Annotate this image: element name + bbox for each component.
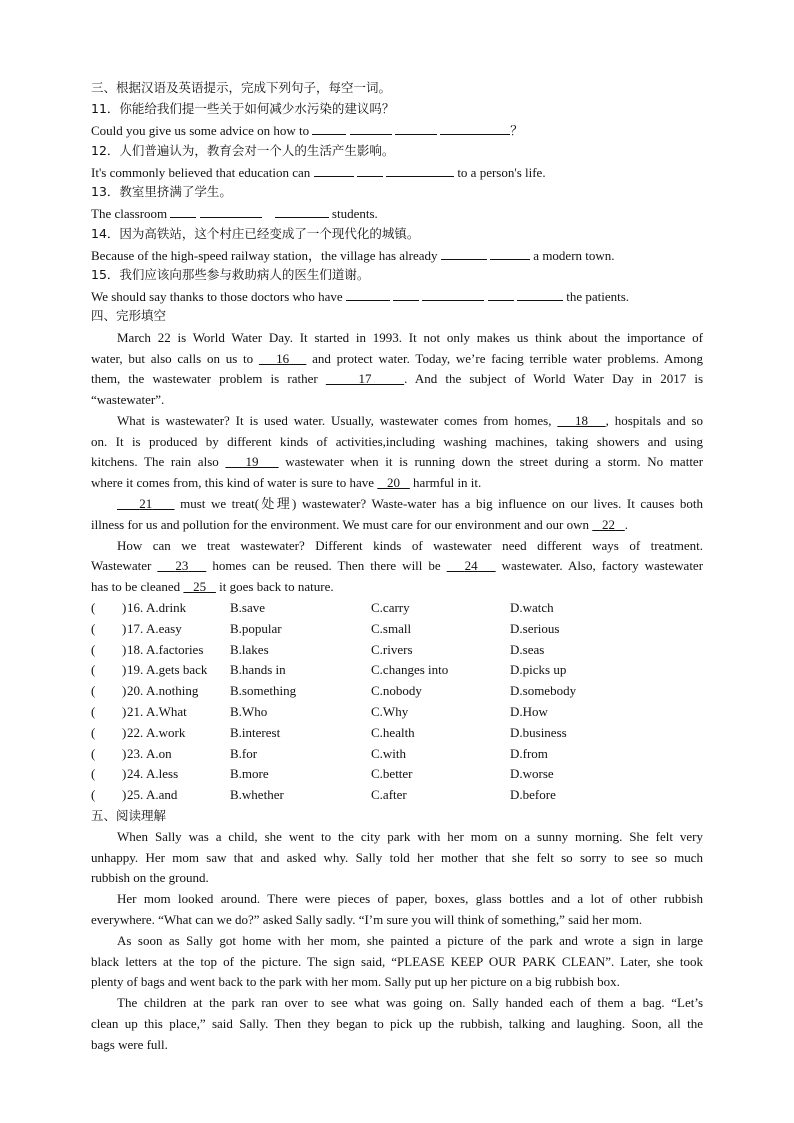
reading-line: When Sally was a child, she went to the city park with her mom on a sunny morning. She felt very	[117, 829, 703, 844]
blank-24[interactable]: 24	[464, 558, 478, 573]
section4-heading: 四、完形填空	[91, 308, 167, 323]
option-c[interactable]: C.rivers	[371, 642, 413, 657]
answer-paren-open[interactable]: (	[91, 621, 96, 636]
question-number: 19.	[127, 662, 144, 677]
answer-paren-close: )	[122, 746, 127, 761]
answer-blank[interactable]	[200, 205, 262, 218]
option-a[interactable]: A.drink	[146, 600, 187, 615]
option-d[interactable]: D.before	[510, 787, 556, 802]
q13-chinese: 13．教室里挤满了学生。	[91, 184, 232, 199]
reading-line: rubbish on the ground.	[91, 870, 209, 885]
cloze-p4-line2: Wastewater 23 homes can be reused. Then there will be 24 wastewater. Also, factory wastewater	[91, 558, 704, 573]
cloze-p2-line1: What is wastewater? It is used water. Usually, wastewater comes from homes, 18 , hospitals and so	[117, 413, 704, 428]
answer-blank[interactable]	[350, 122, 392, 135]
blank-16[interactable]: 16	[276, 351, 290, 366]
q15-chinese: 15．我们应该向那些参与救助病人的医生们道谢。	[91, 267, 370, 282]
question-number: 24.	[127, 766, 144, 781]
cloze-p4-line3: has to be cleaned 25 it goes back to nature.	[91, 579, 334, 594]
option-d[interactable]: D.picks up	[510, 662, 567, 677]
answer-paren-open[interactable]: (	[91, 683, 96, 698]
option-a[interactable]: A.less	[146, 766, 179, 781]
option-d[interactable]: D.somebody	[510, 683, 577, 698]
question-number: 20.	[127, 683, 144, 698]
answer-paren-open[interactable]: (	[91, 704, 96, 719]
option-c[interactable]: C.after	[371, 787, 407, 802]
q12-english: It's commonly believed that education can to a person's life.	[91, 165, 546, 180]
option-b[interactable]: B.whether	[230, 787, 284, 802]
option-c[interactable]: C.changes into	[371, 662, 449, 677]
answer-blank[interactable]	[170, 205, 196, 218]
answer-blank[interactable]	[490, 247, 530, 260]
option-b[interactable]: B.Who	[230, 704, 268, 719]
option-b[interactable]: B.lakes	[230, 642, 269, 657]
answer-paren-close: )	[122, 766, 127, 781]
cloze-p1-line2: water, but also calls on us to 16 and protect water. Today, we’re facing terrible water problems. Among	[91, 351, 704, 366]
cloze-p1-line4: “wastewater”.	[91, 392, 165, 407]
reading-line: unhappy. Her mom saw that and asked why. Sally told her mother that she felt so sorry to see so much	[91, 850, 703, 865]
blank-18[interactable]: 18	[574, 413, 588, 428]
question-number: 17.	[127, 621, 144, 636]
option-b[interactable]: B.more	[230, 766, 269, 781]
question-number: 18.	[127, 642, 144, 657]
option-d[interactable]: D.from	[510, 746, 548, 761]
q14-chinese: 14．因为高铁站，这个村庄已经变成了一个现代化的城镇。	[91, 226, 420, 241]
answer-paren-close: )	[122, 621, 127, 636]
answer-paren-open[interactable]: (	[91, 746, 96, 761]
answer-paren-open[interactable]: (	[91, 642, 96, 657]
option-c[interactable]: C.better	[371, 766, 413, 781]
answer-blank[interactable]	[422, 288, 484, 301]
blank-22[interactable]: 22	[602, 517, 616, 532]
answer-blank[interactable]	[275, 205, 329, 218]
answer-blank[interactable]	[314, 164, 354, 177]
blank-23[interactable]: 23	[175, 558, 189, 573]
answer-paren-open[interactable]: (	[91, 725, 96, 740]
cloze-p3-line2: illness for us and pollution for the environment. We must care for our environment and our own 22 .	[91, 517, 629, 532]
question-number: 16.	[127, 600, 144, 615]
question-number: 23.	[127, 746, 144, 761]
reading-line: plenty of bags and went back to the park with her mom. Sally put up her picture on a big rubbish box.	[91, 974, 620, 989]
option-c[interactable]: C.small	[371, 621, 412, 636]
question-number: 21.	[127, 704, 144, 719]
option-a[interactable]: A.factories	[146, 642, 204, 657]
cloze-p4-line1: How can we treat wastewater? Different kinds of wastewater need different ways of treatment.	[117, 538, 703, 553]
answer-blank[interactable]	[393, 288, 419, 301]
option-a[interactable]: A.and	[146, 787, 178, 802]
option-d[interactable]: D.business	[510, 725, 567, 740]
option-c[interactable]: C.nobody	[371, 683, 422, 698]
answer-blank[interactable]	[517, 288, 563, 301]
reading-line: bags were full.	[91, 1037, 168, 1052]
question-number: 25.	[127, 787, 144, 802]
answer-paren-open[interactable]: (	[91, 787, 96, 802]
option-b[interactable]: B.save	[230, 600, 266, 615]
answer-paren-close: )	[122, 725, 127, 740]
option-b[interactable]: B.popular	[230, 621, 282, 636]
cloze-p1-line1: March 22 is World Water Day. It started in 1993. It not only makes us think about the importance of	[117, 330, 703, 345]
option-a[interactable]: A.What	[146, 704, 187, 719]
reading-line: As soon as Sally got home with her mom, she painted a picture of the park and wrote a sign in large	[117, 933, 703, 948]
option-b[interactable]: B.hands in	[230, 662, 286, 677]
q12-chinese: 12．人们普遍认为，教育会对一个人的生活产生影响。	[91, 143, 395, 158]
cloze-p3-line1: 21 must we treat(处理) wastewater? Waste-water has a big influence on our lives. It causes both	[139, 496, 704, 511]
option-b[interactable]: B.for	[230, 746, 258, 761]
answer-blank[interactable]	[357, 164, 383, 177]
question-number: 22.	[127, 725, 144, 740]
reading-line: Her mom looked around. There were pieces of paper, boxes, glass bottles and a lot of other rubbish	[117, 891, 703, 906]
answer-paren-open[interactable]: (	[91, 600, 96, 615]
blank-21[interactable]: 21	[139, 496, 153, 511]
option-d[interactable]: D.seas	[510, 642, 545, 657]
section5-heading: 五、阅读理解	[91, 808, 167, 823]
blank-19[interactable]: 19	[245, 454, 259, 469]
answer-blank[interactable]	[395, 122, 437, 135]
option-a[interactable]: A.nothing	[146, 683, 199, 698]
option-c[interactable]: C.health	[371, 725, 415, 740]
option-c[interactable]: C.carry	[371, 600, 410, 615]
reading-line: clean up this place,” said Sally. Then they began to pick up the rubbish, talking and laughing. Soon, all the	[91, 1016, 703, 1031]
option-c[interactable]: C.with	[371, 746, 407, 761]
reading-line: The children at the park ran over to see what was going on. Sally handed each of them a bag. “Let’s	[117, 995, 703, 1010]
option-a[interactable]: A.on	[146, 746, 172, 761]
answer-blank[interactable]	[440, 122, 510, 135]
answer-paren-close: )	[122, 787, 127, 802]
q13-english: The classroom students.	[91, 206, 378, 221]
q11-chinese: 11．你能给我们提一些关于如何减少水污染的建议吗？	[91, 101, 395, 116]
option-a[interactable]: A.easy	[146, 621, 182, 636]
answer-blank[interactable]	[386, 164, 454, 177]
answer-blank[interactable]	[346, 288, 390, 301]
option-b[interactable]: B.interest	[230, 725, 281, 740]
answer-blank[interactable]	[488, 288, 514, 301]
option-d[interactable]: D.watch	[510, 600, 554, 615]
blank-25[interactable]: 25	[193, 579, 207, 594]
option-b[interactable]: B.something	[230, 683, 297, 698]
answer-paren-close: )	[122, 642, 127, 657]
answer-paren-close: )	[122, 662, 127, 677]
answer-paren-open[interactable]: (	[91, 662, 96, 677]
q11-english: Could you give us some advice on how to ？	[91, 123, 524, 138]
answer-blank[interactable]	[441, 247, 487, 260]
cloze-p2-line2: on. It is produced by different kinds of activities,including washing machines, taking showers and using	[91, 434, 703, 449]
answer-blank[interactable]	[312, 122, 346, 135]
option-a[interactable]: A.work	[146, 725, 186, 740]
cloze-p2-line3: kitchens. The rain also 19 wastewater when it is running down the street during a storm. No matter	[91, 454, 704, 469]
section3-heading: 三、根据汉语及英语提示，完成下列句子，每空一词。	[91, 80, 392, 95]
answer-paren-open[interactable]: (	[91, 766, 96, 781]
option-d[interactable]: D.serious	[510, 621, 560, 636]
reading-line: everywhere. “What can we do?” asked Sally sadly. “I’m sure you will think of something,” said her mom.	[91, 912, 643, 927]
option-d[interactable]: D.worse	[510, 766, 554, 781]
q15-english: We should say thanks to those doctors who have the patients.	[91, 289, 630, 304]
blank-20[interactable]: 20	[387, 475, 401, 490]
q14-english: Because of the high-speed railway station，the village has already a modern town.	[91, 248, 615, 263]
option-c[interactable]: C.Why	[371, 704, 409, 719]
cloze-p1-line3: them, the wastewater problem is rather 17 . And the subject of World Water Day in 2017 is	[91, 371, 704, 386]
blank-17[interactable]: 17	[358, 371, 372, 386]
answer-paren-close: )	[122, 600, 127, 615]
answer-paren-close: )	[122, 704, 127, 719]
reading-line: black letters at the top of the picture. The sign said, “PLEASE KEEP OUR PARK CLEAN”. Later, she took	[91, 954, 703, 969]
cloze-p2-line4: where it comes from, this kind of water is sure to have 20 harmful in it.	[91, 475, 482, 490]
option-a[interactable]: A.gets back	[146, 662, 208, 677]
answer-paren-close: )	[122, 683, 127, 698]
option-d[interactable]: D.How	[510, 704, 548, 719]
